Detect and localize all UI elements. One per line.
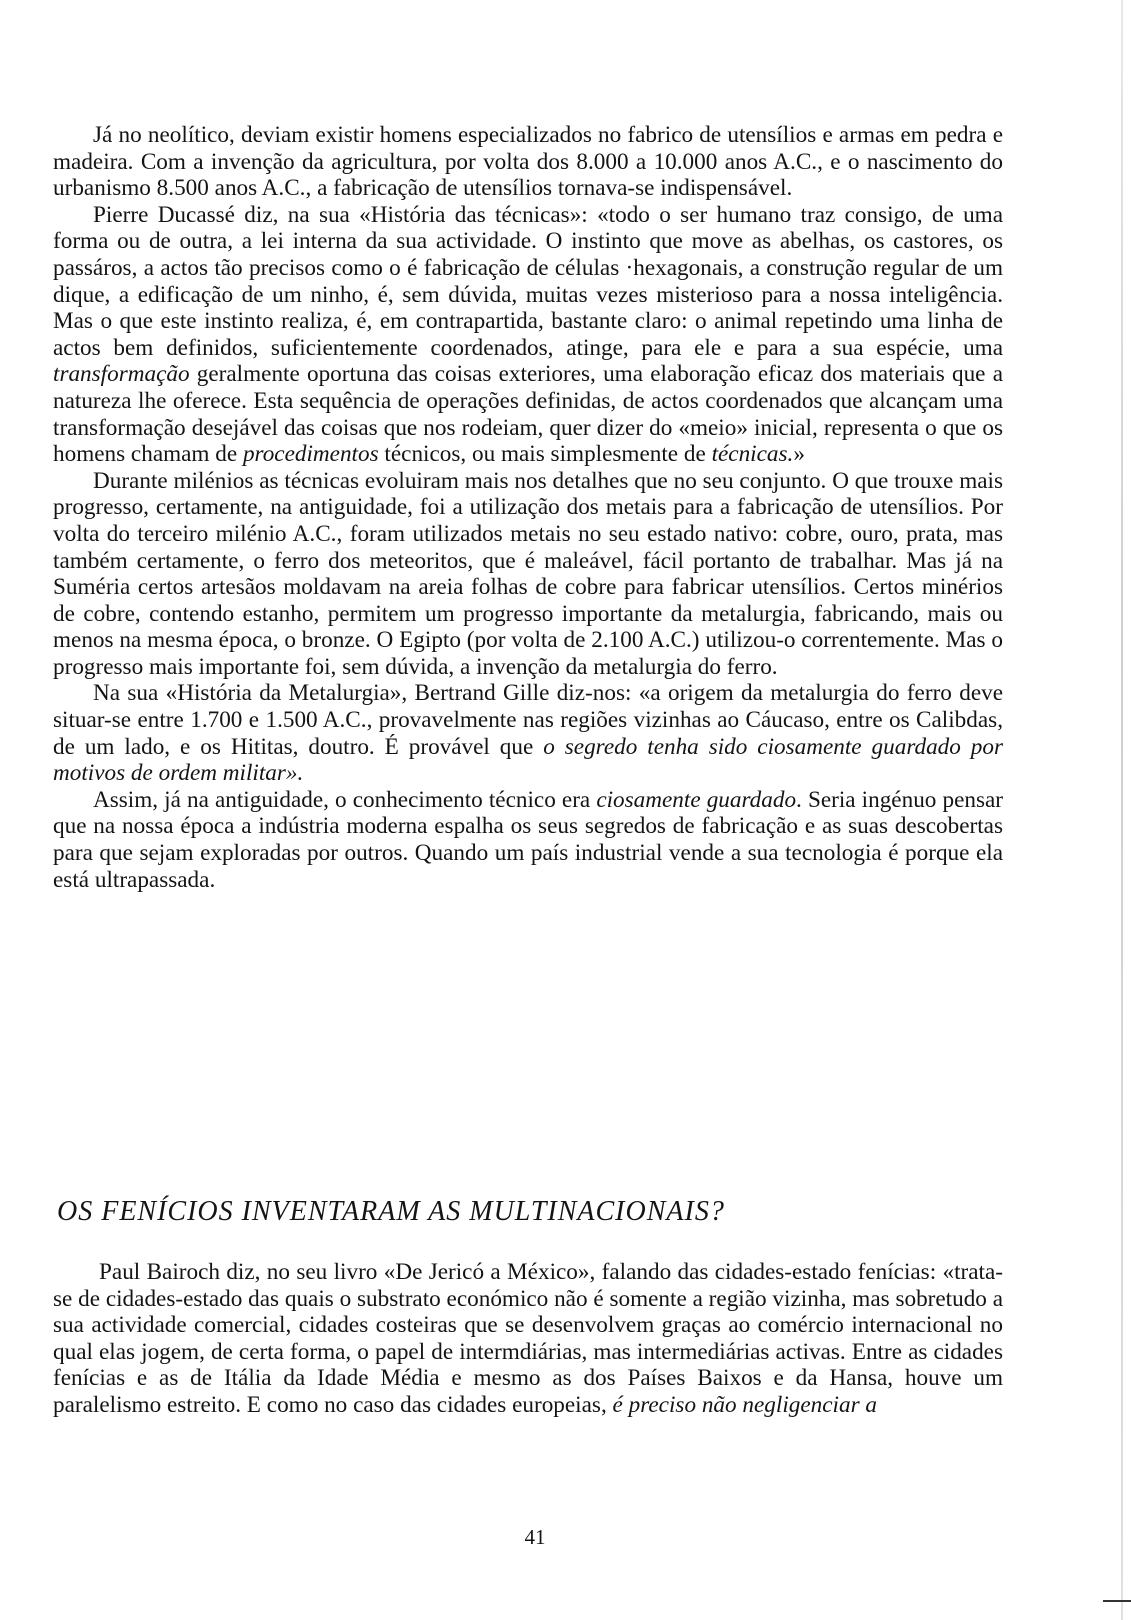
italic-text: ciosamente guardado — [596, 786, 797, 813]
corner-mark — [1103, 1600, 1131, 1602]
italic-text: transformação — [53, 361, 190, 388]
paragraph — [53, 787, 1003, 893]
text-run: Já no neolítico, deviam existir homens especializados no fabrico de utensílios e armas em pedra e madeira. Com a invenção da agricultura, por volta dos 8.000 a 10.000 anos A.C., e o nascimento do urbanismo 8.500 anos A.C., a fabricação de utensílios tornava-se indispensável. — [53, 122, 1003, 202]
text-run: . Seria ingénuo pensar que na nossa época a indústria moderna espalha os seus segredos de fabricação e as suas descobertas para que sejam exploradas por outros. Quando um país industrial vende a sua tecnologia é porque ela está ultrapassada. — [53, 786, 1003, 893]
italic-text: é preciso não negligenciar a — [612, 1391, 877, 1418]
paragraph — [53, 680, 1003, 786]
text-run: Pierre Ducassé diz, na sua «História das técnicas»: «todo o ser humano traz consigo, de uma forma ou de outra, a lei interna da sua actividade. O instinto que move as abelhas, os castores, os passáros, a actos tão precisos como o é fabricação de células ·hexagonais, a construção regular de um dique, a edificação de um ninho, é, sem dúvida, muitas vezes misterioso para a nossa inteligência. Mas o que este instinto realiza, é, em contrapartida, bastante claro: o animal repetindo uma linha de actos bem definidos, suficientemente coordenados, atinge, para ele e para a sua espécie, uma — [53, 201, 1003, 361]
paragraph — [53, 122, 1003, 202]
italic-text: técnicas. — [711, 441, 794, 468]
paragraph — [53, 468, 1003, 681]
page-edge-shadow — [1121, 0, 1123, 1620]
paragraph — [53, 202, 1003, 468]
text-run: Durante milénios as técnicas evoluiram mais nos detalhes que no seu conjunto. O que trouxe mais progresso, certamente, na antiguidade, foi a utilização dos metais para a fabricação de utensílios. Por volta do terceiro milénio A.C., foram utilizados metais no seu estado nativo: cobre, ouro, prata, mas também certamente, o ferro dos meteoritos, que é maleável, fácil portanto de trabalhar. Mas já na Suméria certos artesãos moldavam na areia folhas de cobre para fabricar utensílios. Certos minérios de cobre, contendo estanho, permitem um progresso importante da metalurgia, fabricando, mais ou menos na mesma época, o bronze. O Egipto (por volta de 2.100 A.C.) utilizou-o correntemente. Mas o progresso mais importante foi, sem dúvida, a invenção da metalurgia do ferro. — [53, 467, 1003, 680]
text-run: Paul Bairoch diz, no seu livro «De Jericó a México», falando das cidades-estado fenícias: «trata-se de cidades-estado das quais o substrato económico não é somente a região vizinha, mas sobretudo a sua actividade comercial, cidades costeiras que se desenvolvem graças ao comércio internacional no qual elas jogem, de certa forma, o papel de intermdiárias, mas intermediárias activas. Entre as cidades fenícias e as de Itália da Idade Média e mesmo as dos Países Baixos e da Hansa, houve um paralelismo estreito. E como no caso das cidades europeias, — [53, 1259, 1003, 1418]
paragraph — [53, 1259, 1003, 1419]
section-heading: OS FENÍCIOS INVENTARAM AS MULTINACIONAIS? — [57, 1196, 725, 1227]
text-run: técnicos, ou mais simplesmente de — [378, 441, 712, 468]
italic-text: procedimentos — [242, 441, 379, 468]
body-text-section-1 — [53, 122, 1003, 893]
text-run: » — [793, 441, 805, 468]
text-run: Assim, já na antiguidade, o conhecimento técnico era — [93, 786, 597, 813]
text-run: geralmente oportuna das coisas exteriores, uma elaboração eficaz dos materiais que a natureza lhe oferece. Esta sequência de operações definidas, de actos coordenados que alcançam uma transformação desejável das coisas que nos rodeiam, quer dizer do «meio» inicial, representa o que os homens chamam de — [53, 361, 1003, 468]
text-run: Na sua «História da Metalurgia», Bertrand Gille diz-nos: «a origem da metalurgia do ferro deve situar-se entre 1.700 e 1.500 A.C., provavelmente nas regiões vizinhas ao Cáucaso, entre os Calibdas, de um lado, e os Hititas, doutro. É provável que — [53, 680, 1003, 760]
body-text-section-2 — [53, 1259, 1003, 1419]
page-number: 41 — [524, 1525, 546, 1549]
italic-text: o segredo tenha sido ciosamente guardado por motivos de ordem militar». — [53, 733, 1004, 787]
